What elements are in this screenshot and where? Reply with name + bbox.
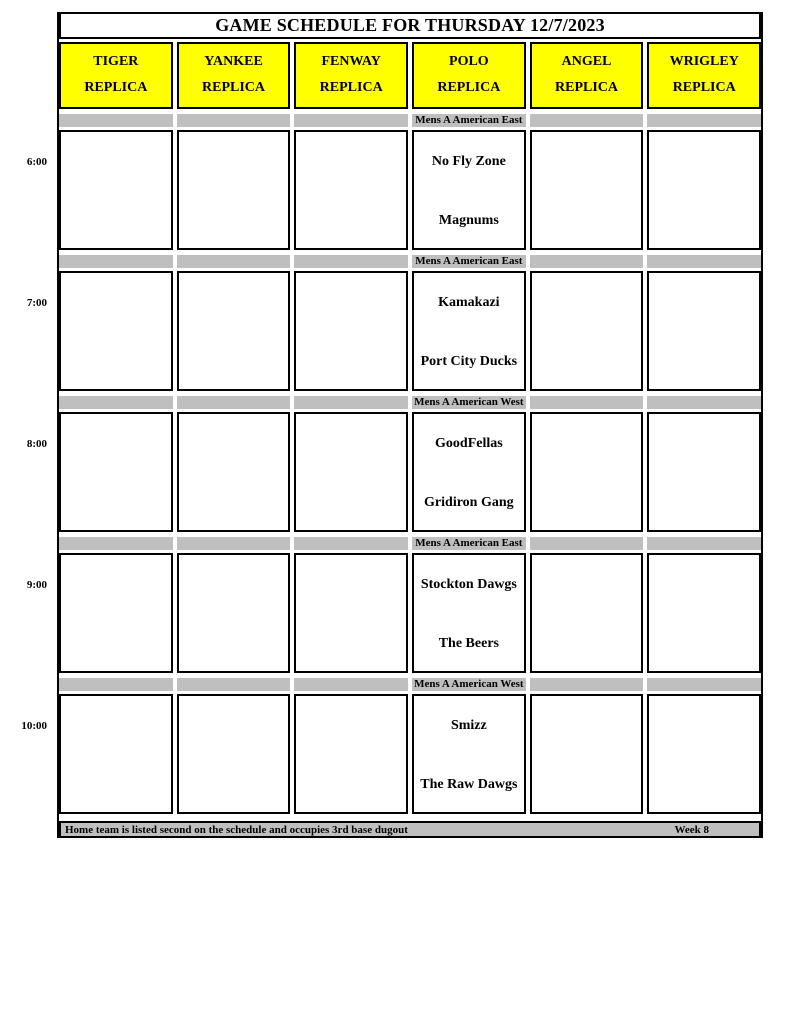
game-cell-empty	[294, 694, 408, 814]
game-cell-matchup	[412, 271, 526, 391]
division-bar-segment	[530, 114, 644, 127]
visitor-team: GoodFellas	[435, 436, 503, 451]
division-bar-segment	[647, 114, 761, 127]
footer-bar	[59, 821, 761, 838]
game-cell-matchup	[412, 694, 526, 814]
field-name: ANGEL	[561, 54, 612, 69]
division-label: Mens A American West	[414, 678, 524, 690]
game-cell-empty	[59, 412, 173, 532]
week-label: Week 8	[674, 823, 709, 836]
home-team: Magnums	[438, 213, 499, 228]
game-cell-empty	[294, 553, 408, 673]
field-name: POLO	[449, 54, 489, 69]
division-bar-segment	[294, 255, 408, 268]
division-bar-segment	[59, 537, 173, 550]
game-cell-empty	[59, 271, 173, 391]
game-cell-empty	[530, 412, 644, 532]
division-bar-segment	[530, 255, 644, 268]
game-cell-empty	[647, 694, 761, 814]
division-bar-segment	[59, 678, 173, 691]
game-block-600	[26, 114, 761, 250]
visitor-team: No Fly Zone	[431, 154, 506, 169]
division-bar-segment	[412, 537, 526, 550]
time-label-700: 7:00	[26, 297, 47, 309]
home-team-note: Home team is listed second on the schedule and occupies 3rd base dugout	[65, 823, 408, 836]
game-row-1000	[59, 694, 761, 814]
division-bar-segment	[647, 537, 761, 550]
division-label: Mens A American East	[415, 255, 523, 267]
division-bar-600	[59, 114, 761, 127]
game-cell-empty	[177, 130, 291, 250]
time-label-800: 8:00	[26, 438, 47, 450]
division-bar-segment	[177, 678, 291, 691]
home-team: Gridiron Gang	[424, 495, 514, 510]
division-bar-segment	[59, 114, 173, 127]
division-label: Mens A American West	[414, 396, 524, 408]
game-cell-matchup	[412, 553, 526, 673]
game-cell-empty	[647, 553, 761, 673]
division-label: Mens A American East	[415, 537, 523, 549]
division-bar-segment	[412, 255, 526, 268]
division-label: Mens A American East	[415, 114, 523, 126]
game-cell-empty	[59, 553, 173, 673]
division-bar-700	[59, 255, 761, 268]
game-block-800	[26, 396, 761, 532]
field-type: REPLICA	[202, 80, 266, 95]
game-cell-matchup	[412, 412, 526, 532]
game-cell-empty	[647, 271, 761, 391]
field-header-fenway	[294, 42, 408, 109]
field-type: REPLICA	[319, 80, 383, 95]
field-header-wrigley	[647, 42, 761, 109]
division-bar-segment	[647, 396, 761, 409]
division-bar-segment	[412, 114, 526, 127]
time-label-600: 6:00	[26, 156, 47, 168]
field-type: REPLICA	[437, 80, 501, 95]
visitor-team: Kamakazi	[438, 295, 500, 310]
game-block-1000	[21, 678, 761, 814]
game-cell-empty	[177, 694, 291, 814]
field-name: YANKEE	[204, 54, 263, 69]
field-type: REPLICA	[672, 80, 736, 95]
game-cell-empty	[530, 694, 644, 814]
division-bar-segment	[412, 678, 526, 691]
game-cell-empty	[294, 271, 408, 391]
game-cell-empty	[294, 130, 408, 250]
game-row-600	[59, 130, 761, 250]
field-header-tiger	[59, 42, 173, 109]
home-team: The Raw Dawgs	[420, 777, 518, 792]
field-header-row	[59, 42, 761, 109]
division-bar-segment	[59, 255, 173, 268]
game-row-900	[59, 553, 761, 673]
division-bar-900	[59, 537, 761, 550]
field-header-yankee	[177, 42, 291, 109]
division-bar-segment	[294, 396, 408, 409]
home-team: The Beers	[438, 636, 499, 651]
game-row-700	[59, 271, 761, 391]
division-bar-segment	[412, 396, 526, 409]
game-block-900	[26, 537, 761, 673]
field-header-polo	[412, 42, 526, 109]
game-cell-empty	[294, 412, 408, 532]
game-cell-empty	[59, 694, 173, 814]
visitor-team: Smizz	[450, 718, 487, 733]
visitor-team: Stockton Dawgs	[420, 577, 517, 592]
division-bar-segment	[294, 678, 408, 691]
schedule-title: GAME SCHEDULE FOR THURSDAY 12/7/2023	[59, 12, 761, 39]
field-name: TIGER	[93, 54, 139, 69]
game-cell-empty	[530, 130, 644, 250]
field-header-angel	[530, 42, 644, 109]
game-cell-empty	[59, 130, 173, 250]
game-cell-empty	[530, 553, 644, 673]
field-name: FENWAY	[321, 54, 381, 69]
home-team: Port City Ducks	[420, 354, 518, 369]
division-bar-segment	[177, 396, 291, 409]
game-cell-empty	[647, 130, 761, 250]
game-cell-empty	[177, 553, 291, 673]
field-type: REPLICA	[84, 80, 148, 95]
division-bar-segment	[177, 114, 291, 127]
game-cell-empty	[647, 412, 761, 532]
game-cell-matchup	[412, 130, 526, 250]
game-block-700	[26, 255, 761, 391]
game-cell-empty	[530, 271, 644, 391]
division-bar-segment	[59, 396, 173, 409]
division-bar-1000	[59, 678, 761, 691]
division-bar-segment	[647, 678, 761, 691]
game-row-800	[59, 412, 761, 532]
schedule-table	[21, 12, 763, 838]
time-label-1000: 10:00	[21, 720, 47, 732]
field-name: WRIGLEY	[669, 54, 739, 69]
division-bar-segment	[647, 255, 761, 268]
time-label-900: 9:00	[26, 579, 47, 591]
division-bar-segment	[294, 537, 408, 550]
division-bar-segment	[177, 255, 291, 268]
game-cell-empty	[177, 412, 291, 532]
division-bar-segment	[294, 114, 408, 127]
division-bar-segment	[530, 537, 644, 550]
division-bar-segment	[177, 537, 291, 550]
game-cell-empty	[177, 271, 291, 391]
field-type: REPLICA	[555, 80, 619, 95]
division-bar-segment	[530, 678, 644, 691]
division-bar-800	[59, 396, 761, 409]
division-bar-segment	[530, 396, 644, 409]
